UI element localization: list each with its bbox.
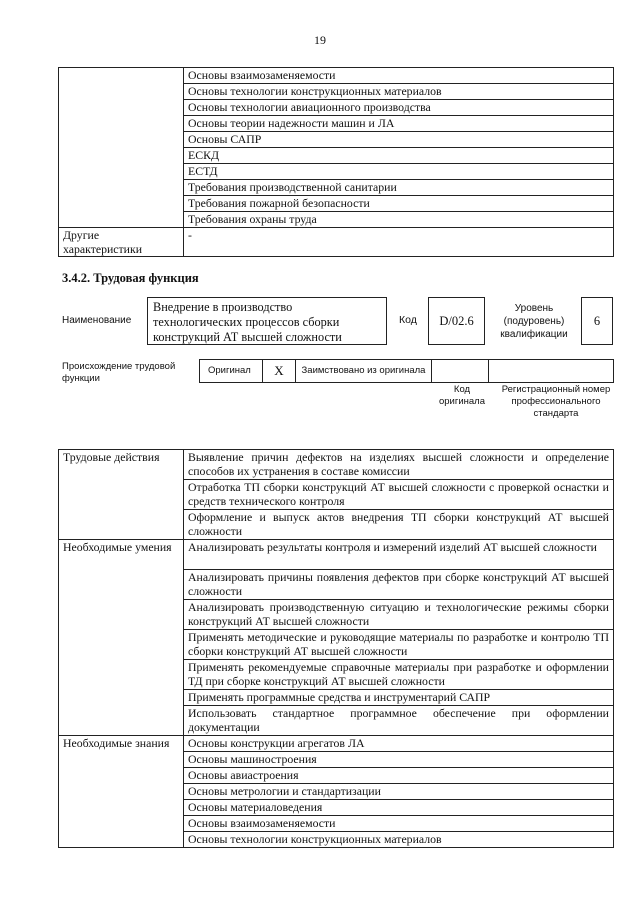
page-number: 19 bbox=[314, 33, 326, 47]
section-heading: 3.4.2. Трудовая функция bbox=[62, 271, 199, 285]
empty-label-cell bbox=[59, 68, 184, 228]
list-item: Основы взаимозаменяемости bbox=[184, 68, 614, 84]
qualification-level-label: Уровень (подуровень) квалификации bbox=[500, 303, 568, 340]
list-item: Основы авиастроения bbox=[184, 768, 614, 784]
list-item: ЕСКД bbox=[184, 148, 614, 164]
original-code-caption: Код оригинала bbox=[438, 384, 485, 407]
table-row bbox=[59, 68, 614, 84]
list-item: Основы материаловедения bbox=[184, 800, 614, 816]
list-item: Основы технологии конструкционных материалов bbox=[184, 84, 614, 100]
list-item: Основы технологии конструкционных материалов bbox=[184, 832, 614, 848]
labor-actions-label: Трудовые действия bbox=[59, 450, 184, 540]
list-item: Основы технологии авиационного производства bbox=[184, 100, 614, 116]
origin-label: Происхождение трудовой функции bbox=[62, 361, 176, 384]
list-item: Основы взаимозаменяемости bbox=[184, 816, 614, 832]
list-item: Использовать стандартное программное обеспечение при оформлении документации bbox=[184, 706, 614, 736]
list-item: Отработка ТП сборки конструкций АТ высшей сложности с проверкой оснастки и средств технического контроля bbox=[184, 480, 614, 510]
registration-number-caption: Регистрационный номер профессионального стандарта bbox=[501, 384, 611, 419]
list-item: Требования пожарной безопасности bbox=[184, 196, 614, 212]
list-item: Анализировать результаты контроля и измерений изделий АТ высшей сложности bbox=[184, 540, 614, 570]
list-item: Требования производственной санитарии bbox=[184, 180, 614, 196]
list-item: Оформление и выпуск актов внедрения ТП сборки конструкций АТ высшей сложности bbox=[184, 510, 614, 540]
list-item: Анализировать причины появления дефектов при сборке конструкций АТ высшей сложности bbox=[184, 570, 614, 600]
table-row bbox=[59, 736, 614, 752]
list-item: Анализировать производственную ситуацию и технологические режимы сборки конструкций АТ высшей сложности bbox=[184, 600, 614, 630]
qualification-level-box: 6 bbox=[581, 297, 613, 345]
labor-function-table bbox=[58, 449, 614, 848]
original-cell: Оригинал bbox=[200, 360, 263, 383]
code-label: Код bbox=[399, 314, 417, 326]
list-item: Применять рекомендуемые справочные материалы при разработке и оформлении ТД при сборке конструкций АТ высшей сложности bbox=[184, 660, 614, 690]
list-item: ЕСТД bbox=[184, 164, 614, 180]
list-item: Основы конструкции агрегатов ЛА bbox=[184, 736, 614, 752]
name-label: Наименование bbox=[62, 315, 132, 326]
list-item: Требования охраны труда bbox=[184, 212, 614, 228]
list-item: Применять программные средства и инструментарий САПР bbox=[184, 690, 614, 706]
borrowed-cell: Заимствовано из оригинала bbox=[296, 360, 432, 383]
knowledge-continuation-table bbox=[58, 67, 614, 257]
list-item: Основы машиностроения bbox=[184, 752, 614, 768]
list-item: Основы теории надежности машин и ЛА bbox=[184, 116, 614, 132]
list-item: Выявление причин дефектов на изделиях высшей сложности и определение способов их устранения в составе комиссии bbox=[184, 450, 614, 480]
origin-table bbox=[199, 359, 614, 383]
skills-label: Необходимые умения bbox=[59, 540, 184, 736]
original-code-cell bbox=[432, 360, 489, 383]
list-item: Основы САПР bbox=[184, 132, 614, 148]
other-characteristics-label: Другие характеристики bbox=[59, 228, 184, 257]
original-mark: X bbox=[263, 360, 296, 383]
table-row bbox=[59, 540, 614, 570]
other-characteristics-value: - bbox=[184, 228, 614, 257]
registration-number-cell bbox=[489, 360, 614, 383]
table-row bbox=[200, 360, 614, 383]
list-item: Основы метрологии и стандартизации bbox=[184, 784, 614, 800]
table-row bbox=[59, 450, 614, 480]
function-name-box: Внедрение в производство технологических процессов сборки конструкций АТ высшей сложности bbox=[147, 297, 387, 345]
table-row bbox=[59, 228, 614, 257]
function-code-box: D/02.6 bbox=[428, 297, 485, 345]
list-item: Применять методические и руководящие материалы по разработке и контролю ТП сборки конструкций АТ высшей сложности bbox=[184, 630, 614, 660]
knowledge-label: Необходимые знания bbox=[59, 736, 184, 848]
